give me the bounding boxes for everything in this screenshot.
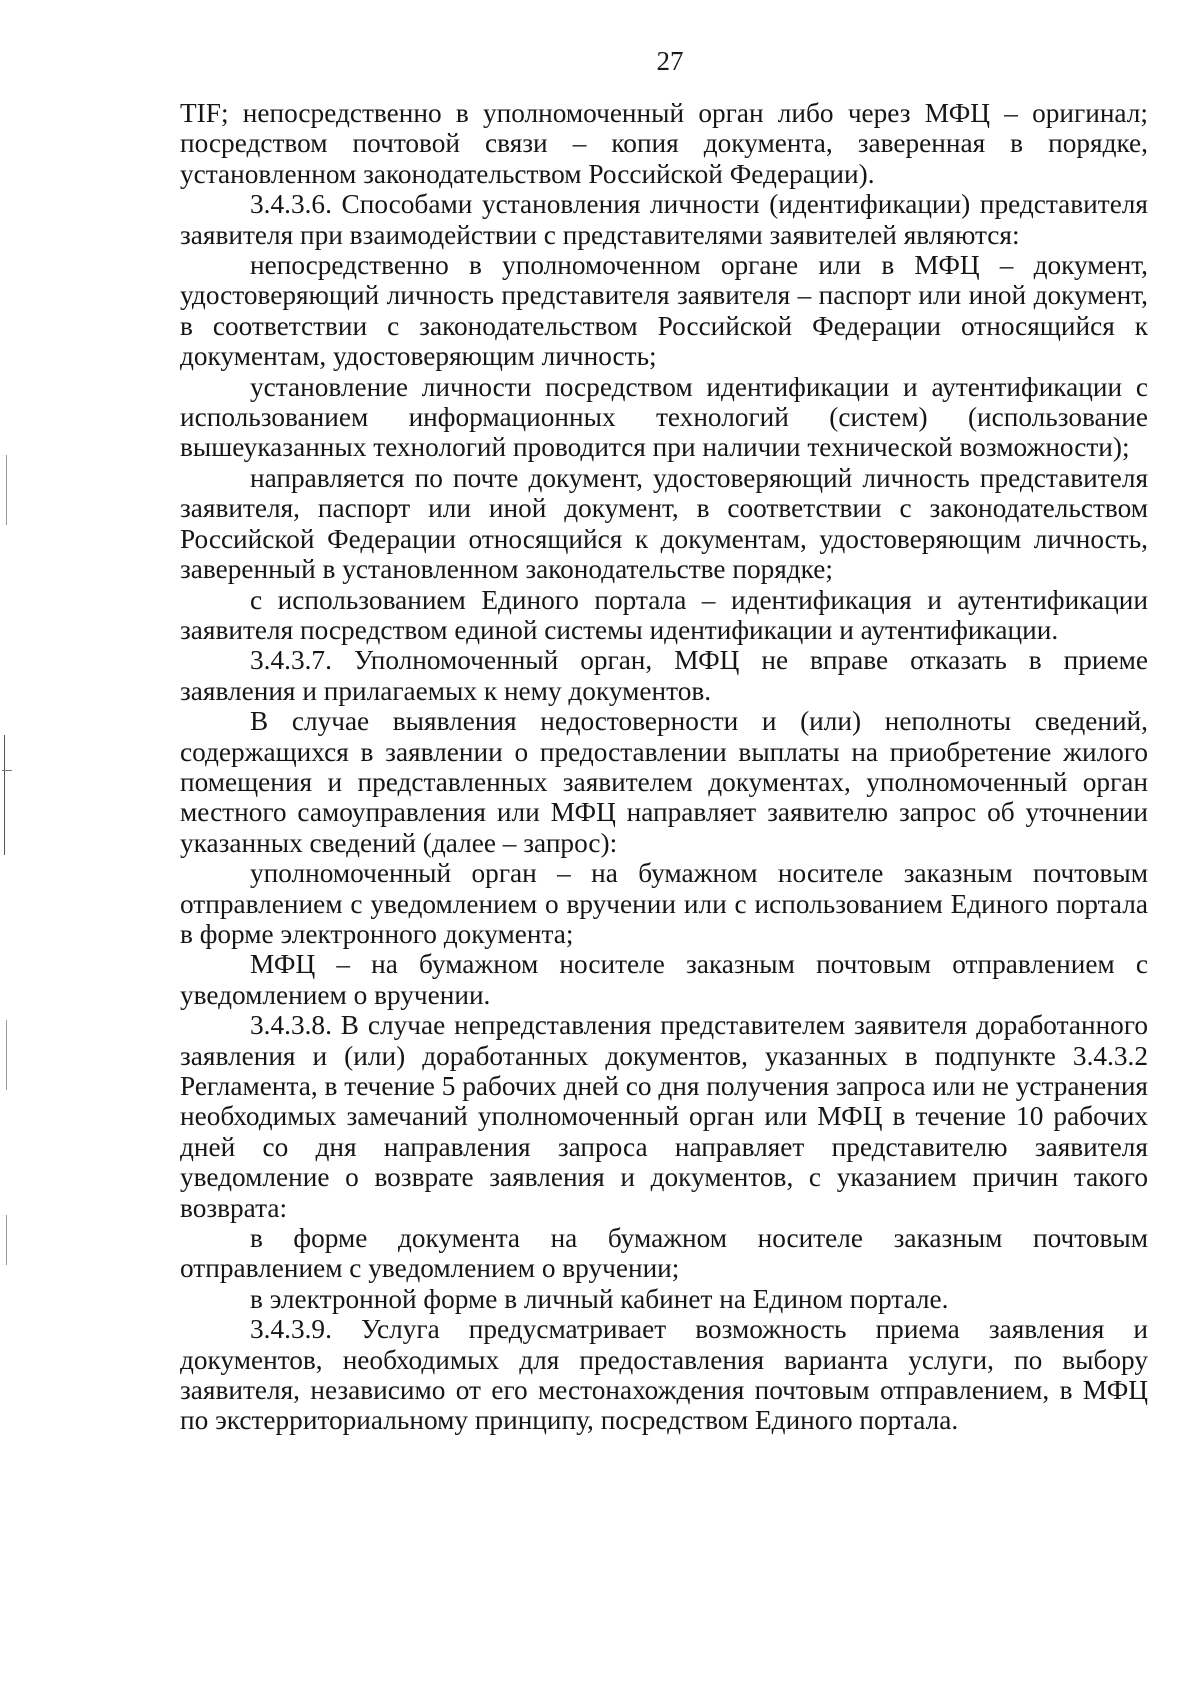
paragraph: 3.4.3.9. Услуга предусматривает возможность приема заявления и документов, необходимых для предоставления варианта услуги, по выбору заявителя, независимо от его местонахождения почтовым отправлением, в МФЦ по экстерриториальному принципу, посредством Единого портала.	[180, 1314, 1148, 1436]
paragraph: МФЦ – на бумажном носителе заказным почтовым отправлением с уведомлением о вручении.	[180, 949, 1148, 1010]
scan-artifact	[6, 1020, 7, 1090]
paragraph: в электронной форме в личный кабинет на Едином портале.	[250, 1283, 949, 1314]
paragraph: непосредственно в уполномоченном органе или в МФЦ – документ, удостоверяющий личность представителя заявителя – паспорт или иной документ, в соответствии с законодательством Российской Федерации относящийся к документам, удостоверяющим личность;	[180, 250, 1148, 372]
paragraph: установление личности посредством идентификации и аутентификации с использованием информационных технологий (систем) (использование вышеуказанных технологий проводится при наличии технической возможности);	[180, 371, 1148, 463]
scan-artifact	[4, 735, 5, 855]
scan-artifact	[6, 455, 7, 525]
paragraph: TIF; непосредственно в уполномоченный орган либо через МФЦ – оригинал; посредством почтовой связи – копия документа, заверенная в порядке, установленном законодательством Российской Федерации).	[180, 98, 1148, 189]
paragraph: с использованием Единого портала – идентификация и аутентификации заявителя посредством единой системы идентификации и аутентификации.	[180, 584, 1148, 645]
paragraph: в форме документа на бумажном носителе заказным почтовым отправлением с уведомлением о вручении;	[180, 1223, 1148, 1284]
paragraph: направляется по почте документ, удостоверяющий личность представителя заявителя, паспорт или иной документ, в соответствии с законодательством Российской Федерации относящийся к документам, удостоверяющим личность, заверенный в установленном законодательстве порядке;	[180, 462, 1148, 585]
paragraph: 3.4.3.8. В случае непредставления представителем заявителя доработанного заявления и (или) доработанных документов, указанных в подпункте 3.4.3.2 Регламента, в течение 5 рабочих дней со дня получения запроса или не устранения необходимых замечаний уполномоченный орган или МФЦ в течение 10 рабочих дней со дня направления запроса направляет представителю заявителя уведомление о возврате заявления и документов, с указанием причин такого возврата:	[180, 1010, 1148, 1223]
paragraph: уполномоченный орган – на бумажном носителе заказным почтовым отправлением с уведомлением о вручении или с использованием Единого портала в форме электронного документа;	[180, 858, 1148, 949]
scan-artifact	[2, 770, 12, 771]
page-number: 27	[656, 46, 684, 76]
paragraph: 3.4.3.6. Способами установления личности (идентификации) представителя заявителя при взаимодействии с представителями заявителей являются:	[180, 189, 1148, 250]
scan-artifact	[6, 1215, 7, 1265]
document-text	[180, 98, 1148, 1436]
paragraph: 3.4.3.7. Уполномоченный орган, МФЦ не вправе отказать в приеме заявления и прилагаемых к нему документов.	[180, 645, 1148, 706]
paragraph: В случае выявления недостоверности и (или) неполноты сведений, содержащихся в заявлении о предоставлении выплаты на приобретение жилого помещения и представленных заявителем документах, уполномоченный орган местного самоуправления или МФЦ направляет заявителю запрос об уточнении указанных сведений (далее – запрос):	[180, 706, 1148, 858]
